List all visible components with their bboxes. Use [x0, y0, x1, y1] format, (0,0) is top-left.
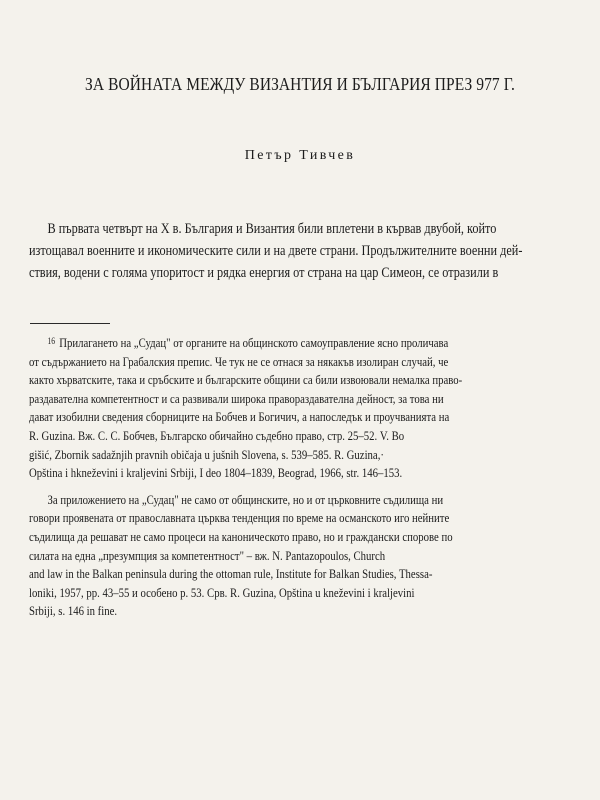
article-body: [29, 218, 577, 284]
footnote-line: раздавателна компетентност и са развивали широка правораздавателна дейност, за това ни: [29, 391, 444, 406]
footnote-line: дават изобилни сведения сборниците на Бобчев и Богичич, а напоследък и проучванията на: [29, 410, 450, 425]
footnote-text: Прилагането на „Судац" от органите на общинското самоуправление ясно проличава: [59, 336, 449, 350]
footnote-line: За приложението на „Судац" не само от общинските, но и от църковните съдилища ни: [47, 492, 444, 507]
article-title: ЗА ВОЙНАТА МЕЖДУ ВИЗАНТИЯ И БЪЛГАРИЯ ПРЕЗ 977 Г.: [85, 74, 515, 94]
footnote-line: gišić, Zbornik sadažnjih pravnih običaja u jušnih Slovena, s. 539–585. R. Guzina,·: [29, 447, 384, 462]
footnote-line: говори проявената от православната църква тенденция по време на османското иго нейните: [29, 511, 450, 526]
body-line: ствия, водени с голяма упоритост и рядка енергия от страна на цар Симеон, се отразили в: [29, 265, 499, 281]
paragraph-gap: [29, 483, 577, 491]
footnote-line: Srbiji, s. 146 in fine.: [29, 604, 118, 619]
footnote-line: R. Guzina. Вж. С. С. Бобчев, Българско обичайно съдебно право, стр. 25–52. V. Bo: [29, 428, 405, 443]
article-author: Петър Тивчев: [244, 148, 356, 163]
body-line: В първата четвърт на X в. България и Византия били вплетени в кървав двубой, който: [47, 221, 497, 237]
footnote-line: силата на една „презумпция за компетентност" – вж. N. Pantazopoulos, Church: [29, 548, 386, 563]
footnote-line: and law in the Balkan peninsula during the ottoman rule, Institute for Balkan Studies, Thessa-: [29, 567, 433, 582]
footnote-line: loniki, 1957, pp. 43–55 и особено p. 53. Срв. R. Guzina, Opština u kneževini i kraljevini: [29, 585, 415, 600]
footnote-separator: [30, 323, 110, 324]
footnote-line: както хърватските, така и сръбските и българските общини са били извоювали немалка право-: [29, 373, 463, 388]
footnote-line: [29, 332, 595, 353]
footnote-block: [29, 332, 577, 621]
footnote-line: от съдържанието на Грабалския препис. Че тук не се отнася за някакъв изолиран случай, че: [29, 354, 449, 369]
footnote-line: Opština i hkneževini i kraljevini Srbiji, I deo 1804–1839, Beograd, 1966, str. 146–153.: [29, 466, 403, 481]
footnote-line: съдилища да решават не само процеси на каноническото право, но и граждански спорове по: [29, 529, 453, 544]
body-line: изтощавал военните и икономическите сили и на двете страни. Продължителните военни дей-: [29, 243, 523, 259]
footnote-number: 16: [47, 336, 56, 346]
